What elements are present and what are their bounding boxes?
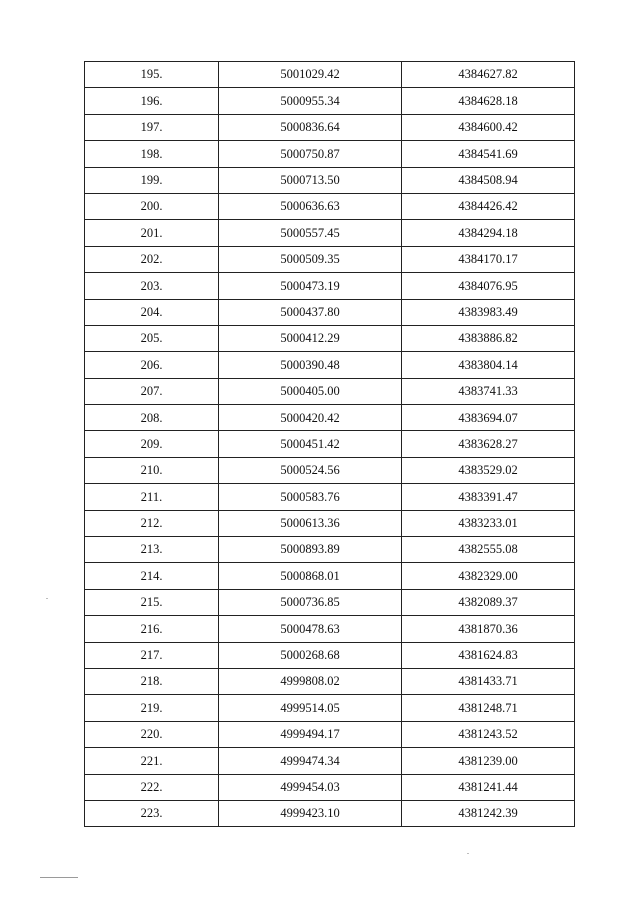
table-row <box>85 325 575 351</box>
y-coordinate-cell: 4384294.18 <box>402 220 575 246</box>
table-row <box>85 616 575 642</box>
y-coordinate-cell: 4381242.39 <box>402 800 575 826</box>
y-coordinate-cell: 4383529.02 <box>402 457 575 483</box>
point-number-cell: 212. <box>85 510 219 536</box>
x-coordinate-cell: 5000478.63 <box>219 616 402 642</box>
x-coordinate-cell: 4999423.10 <box>219 800 402 826</box>
point-number-cell: 219. <box>85 695 219 721</box>
table-row <box>85 721 575 747</box>
y-coordinate-cell: 4384508.94 <box>402 167 575 193</box>
point-number-cell: 220. <box>85 721 219 747</box>
y-coordinate-cell: 4383391.47 <box>402 484 575 510</box>
point-number-cell: 216. <box>85 616 219 642</box>
table-row <box>85 642 575 668</box>
y-coordinate-cell: 4382089.37 <box>402 589 575 615</box>
point-number-cell: 218. <box>85 668 219 694</box>
y-coordinate-cell: 4381241.44 <box>402 774 575 800</box>
table-row <box>85 774 575 800</box>
point-number-cell: 205. <box>85 325 219 351</box>
x-coordinate-cell: 5000451.42 <box>219 431 402 457</box>
y-coordinate-cell: 4383983.49 <box>402 299 575 325</box>
y-coordinate-cell: 4381239.00 <box>402 748 575 774</box>
x-coordinate-cell: 4999808.02 <box>219 668 402 694</box>
point-number-cell: 201. <box>85 220 219 246</box>
point-number-cell: 213. <box>85 537 219 563</box>
table-row <box>85 246 575 272</box>
y-coordinate-cell: 4384627.82 <box>402 62 575 88</box>
table-row <box>85 589 575 615</box>
y-coordinate-cell: 4382555.08 <box>402 537 575 563</box>
x-coordinate-cell: 4999514.05 <box>219 695 402 721</box>
table-row <box>85 431 575 457</box>
point-number-cell: 203. <box>85 273 219 299</box>
table-row <box>85 220 575 246</box>
y-coordinate-cell: 4381248.71 <box>402 695 575 721</box>
y-coordinate-cell: 4382329.00 <box>402 563 575 589</box>
point-number-cell: 195. <box>85 62 219 88</box>
y-coordinate-cell: 4383233.01 <box>402 510 575 536</box>
y-coordinate-cell: 4384600.42 <box>402 114 575 140</box>
x-coordinate-cell: 5000893.89 <box>219 537 402 563</box>
table-row <box>85 537 575 563</box>
table-row <box>85 193 575 219</box>
x-coordinate-cell: 5000390.48 <box>219 352 402 378</box>
table-row <box>85 484 575 510</box>
x-coordinate-cell: 5000868.01 <box>219 563 402 589</box>
y-coordinate-cell: 4381433.71 <box>402 668 575 694</box>
table-row <box>85 141 575 167</box>
table-row <box>85 62 575 88</box>
y-coordinate-cell: 4384628.18 <box>402 88 575 114</box>
x-coordinate-cell: 5000412.29 <box>219 325 402 351</box>
table-row <box>85 748 575 774</box>
point-number-cell: 223. <box>85 800 219 826</box>
point-number-cell: 200. <box>85 193 219 219</box>
y-coordinate-cell: 4383628.27 <box>402 431 575 457</box>
point-number-cell: 206. <box>85 352 219 378</box>
x-coordinate-cell: 5000713.50 <box>219 167 402 193</box>
table-row <box>85 114 575 140</box>
y-coordinate-cell: 4383694.07 <box>402 405 575 431</box>
x-coordinate-cell: 4999474.34 <box>219 748 402 774</box>
x-coordinate-cell: 5000473.19 <box>219 273 402 299</box>
point-number-cell: 215. <box>85 589 219 615</box>
y-coordinate-cell: 4383741.33 <box>402 378 575 404</box>
point-number-cell: 221. <box>85 748 219 774</box>
y-coordinate-cell: 4381243.52 <box>402 721 575 747</box>
y-coordinate-cell: 4381624.83 <box>402 642 575 668</box>
table-row <box>85 299 575 325</box>
x-coordinate-cell: 4999454.03 <box>219 774 402 800</box>
point-number-cell: 209. <box>85 431 219 457</box>
x-coordinate-cell: 5000583.76 <box>219 484 402 510</box>
point-number-cell: 217. <box>85 642 219 668</box>
table-row <box>85 405 575 431</box>
scan-speck <box>467 853 469 854</box>
x-coordinate-cell: 5000636.63 <box>219 193 402 219</box>
scan-speck <box>46 598 48 599</box>
x-coordinate-cell: 5000557.45 <box>219 220 402 246</box>
point-number-cell: 211. <box>85 484 219 510</box>
x-coordinate-cell: 5000750.87 <box>219 141 402 167</box>
x-coordinate-cell: 5000836.64 <box>219 114 402 140</box>
y-coordinate-cell: 4383804.14 <box>402 352 575 378</box>
table-row <box>85 800 575 826</box>
x-coordinate-cell: 5000405.00 <box>219 378 402 404</box>
footnote-separator <box>40 877 78 878</box>
point-number-cell: 197. <box>85 114 219 140</box>
x-coordinate-cell: 5000268.68 <box>219 642 402 668</box>
point-number-cell: 222. <box>85 774 219 800</box>
x-coordinate-cell: 5000437.80 <box>219 299 402 325</box>
y-coordinate-cell: 4384170.17 <box>402 246 575 272</box>
point-number-cell: 199. <box>85 167 219 193</box>
point-number-cell: 198. <box>85 141 219 167</box>
table-row <box>85 510 575 536</box>
y-coordinate-cell: 4383886.82 <box>402 325 575 351</box>
table-row <box>85 352 575 378</box>
x-coordinate-cell: 5000509.35 <box>219 246 402 272</box>
x-coordinate-cell: 5000736.85 <box>219 589 402 615</box>
x-coordinate-cell: 5000420.42 <box>219 405 402 431</box>
x-coordinate-cell: 5000955.34 <box>219 88 402 114</box>
x-coordinate-cell: 4999494.17 <box>219 721 402 747</box>
y-coordinate-cell: 4384426.42 <box>402 193 575 219</box>
point-number-cell: 202. <box>85 246 219 272</box>
point-number-cell: 214. <box>85 563 219 589</box>
point-number-cell: 210. <box>85 457 219 483</box>
x-coordinate-cell: 5000524.56 <box>219 457 402 483</box>
y-coordinate-cell: 4384076.95 <box>402 273 575 299</box>
table-row <box>85 88 575 114</box>
table-row <box>85 378 575 404</box>
point-number-cell: 208. <box>85 405 219 431</box>
x-coordinate-cell: 5001029.42 <box>219 62 402 88</box>
y-coordinate-cell: 4381870.36 <box>402 616 575 642</box>
table-row <box>85 167 575 193</box>
x-coordinate-cell: 5000613.36 <box>219 510 402 536</box>
coordinates-table-body <box>85 62 575 827</box>
y-coordinate-cell: 4384541.69 <box>402 141 575 167</box>
table-row <box>85 563 575 589</box>
point-number-cell: 207. <box>85 378 219 404</box>
coordinates-table <box>84 61 575 827</box>
table-row <box>85 273 575 299</box>
point-number-cell: 196. <box>85 88 219 114</box>
table-row <box>85 695 575 721</box>
point-number-cell: 204. <box>85 299 219 325</box>
table-row <box>85 668 575 694</box>
table-row <box>85 457 575 483</box>
